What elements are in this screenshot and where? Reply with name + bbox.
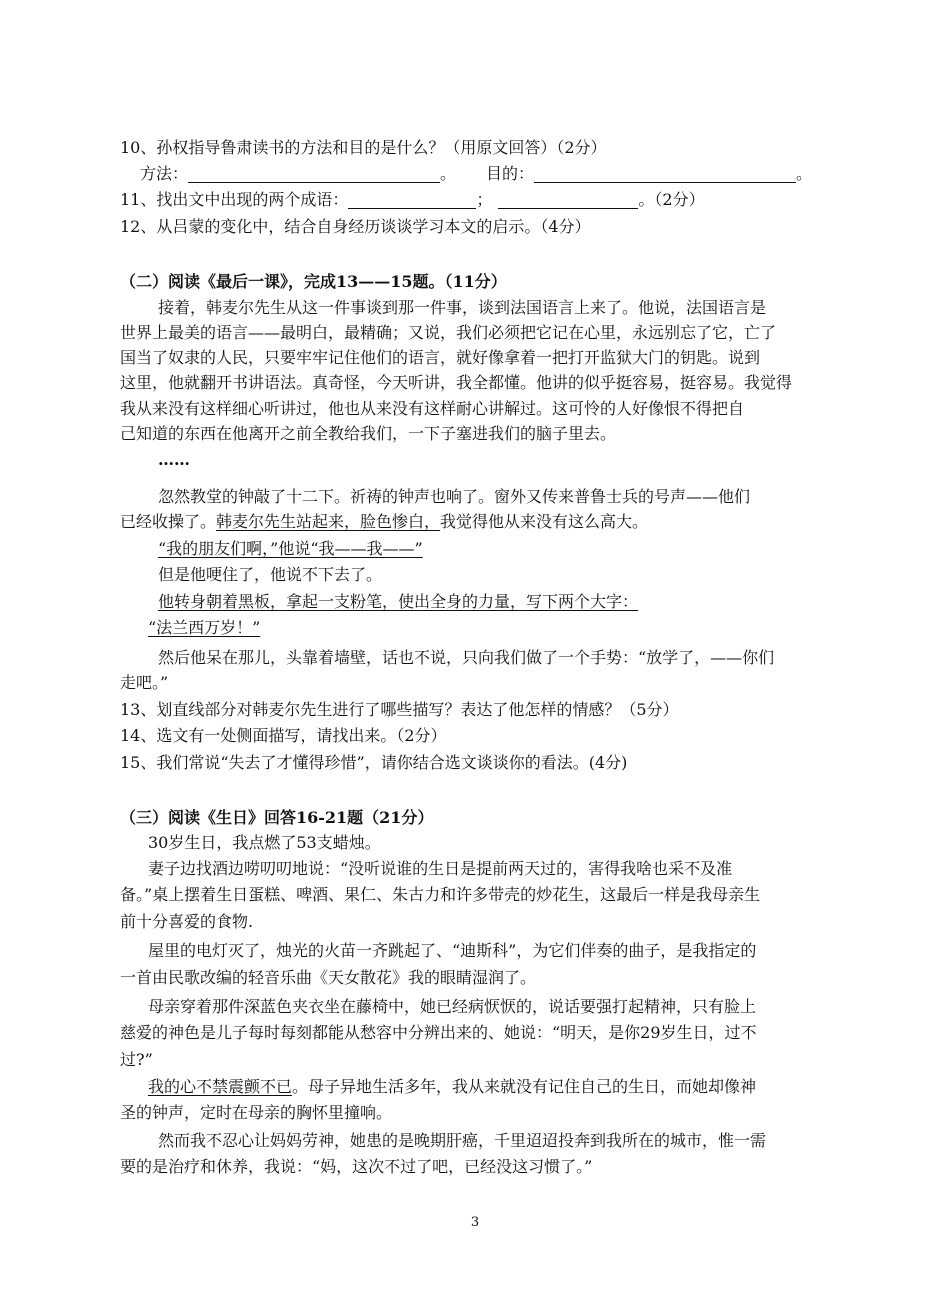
question-13: 13、划直线部分对韩麦尔先生进行了哪些描写？表达了他怎样的情感？（5分） [120,700,679,719]
s3-paragraph-3-line-2: 一首由民歌改编的轻音乐曲《天女散花》我的眼睛湿润了。 [120,968,537,987]
s3-paragraph-2-line-1: 妻子边找酒边唠叨叨地说：“没听说谁的生日是提前两天过的，害得我啥也采不及准 [148,859,733,878]
s3-paragraph-2-line-2: 备。”桌上摆着生日蛋糕、啤酒、果仁、朱古力和许多带壳的炒花生，这最后一样是我母亲生 [120,885,761,904]
s3-paragraph-6-line-1: 然而我不忍心让妈妈劳神，她患的是晚期肝癌，千里迢迢投奔到我所在的城市，惟一需 [158,1131,767,1150]
s3-paragraph-5-line-1 [148,1075,864,1099]
question-11-text: 11、找出文中出现的两个成语： [120,190,349,209]
s2-paragraph-1-line-6: 己知道的东西在他离开之前全教给我们，一下子塞进我们的脑子里去。 [120,424,617,443]
s2-paragraph-7-line-2: 走吧。” [120,673,169,692]
question-10-answer-line [140,162,856,186]
purpose-label: 目的： [486,164,535,183]
s3-paragraph-4-line-2: 慈爱的神色是儿子每时每刻都能从愁容中分辨出来的、她说：“明天，是你29岁生日，过不 [120,1023,757,1042]
s2-paragraph-1-line-1: 接着，韩麦尔先生从这一件事谈到那一件事，谈到法国语言上来了。他说，法国语言是 [158,298,767,317]
s3-paragraph-2-line-3: 前十分喜爱的食物. [120,912,254,931]
s3-paragraph-4-line-3: 过?” [120,1050,153,1069]
purpose-period: 。 [796,164,813,183]
s2-paragraph-1-line-2: 世界上最美的语言——最明白，最精确；又说，我们必须把它记在心里，永远别忘了它，亡了 [120,323,777,342]
idiom-blank-1[interactable] [348,190,476,209]
s2-paragraph-1-line-4: 这里，他就翻开书讲语法。真奇怪，今天听讲，我全都懂。他讲的似乎挺容易，挺容易。我觉得 [120,373,793,392]
question-15: 15、我们常说“失去了才懂得珍惜”，请你结合选文谈谈你的看法。(4分) [120,753,628,772]
s3-paragraph-1: 30岁生日，我点燃了53支蜡烛。 [148,833,381,852]
method-label: 方法： [140,164,189,183]
s3-paragraph-5-line-2: 圣的钟声，定时在母亲的胸怀里撞响。 [120,1103,393,1122]
s2-paragraph-5 [158,590,874,614]
s2-underlined-words: “法兰西万岁！” [148,618,261,637]
question-11-score: 。（2分） [638,190,705,209]
s2-underlined-action: 他转身朝着黑板，拿起一支粉笔，使出全身的力量，写下两个大字： [158,592,639,611]
s2-p2-text-a: 已经收操了。 [120,512,217,531]
s2-paragraph-2-line-1: 忽然教堂的钟敲了十二下。祈祷的钟声也响了。窗外又传来普鲁士兵的号声——他们 [158,487,751,506]
s2-paragraph-1-line-5: 我从来没有这样细心听讲过，他也从来没有这样耐心讲解过。这可怜的人好像恨不得把自 [120,399,745,418]
question-11 [120,188,836,212]
s2-paragraph-6 [148,616,864,640]
question-10: 10、孙权指导鲁肃读书的方法和目的是什么？（用原文回答）（2分） [120,138,607,157]
question-11-semicolon: ； [476,190,493,209]
s2-paragraph-4: 但是他哽住了，他说不下去了。 [158,565,383,584]
s2-underlined-description-1: 韩麦尔先生站起来，脸色惨白， [216,512,441,531]
section-3-title: （三）阅读《生日》回答16-21题（21分） [120,808,434,827]
s3-p5-text: 。母子异地生活多年，我从来就没有记住自己的生日，而她却像神 [292,1077,757,1096]
s3-paragraph-4-line-1: 母亲穿着那件深蓝色夹衣坐在藤椅中，她已经病恹恹的，说话要强打起精神，只有脸上 [148,997,757,1016]
method-answer-blank[interactable] [188,164,440,183]
s2-paragraph-1-line-3: 国当了奴隶的人民，只要牢牢记住他们的语言，就好像拿着一把打开监狱大门的钥匙。说到 [120,348,761,367]
s2-paragraph-3 [158,537,874,561]
s3-underlined-sentence: 我的心不禁震颤不已 [148,1077,293,1096]
s2-paragraph-2-line-2 [120,510,836,534]
section-2-title: （二）阅读《最后一课》，完成13——15题。（11分） [120,272,507,291]
page-number: 3 [470,1215,480,1230]
s3-paragraph-3-line-1: 屋里的电灯灭了，烛光的火苗一齐跳起了、“迪斯科”，为它们伴奏的曲子，是我指定的 [148,941,757,960]
s2-ellipsis: …… [158,450,190,469]
purpose-answer-blank[interactable] [534,164,796,183]
method-period: 。 [440,164,457,183]
s2-underlined-speech: “我的朋友们啊，”他说“我——我——” [158,539,423,558]
idiom-blank-2[interactable] [498,190,638,209]
question-14: 14、选文有一处侧面描写，请找出来。（2分） [120,726,447,745]
s2-paragraph-7-line-1: 然后他呆在那儿，头靠着墙壁，话也不说，只向我们做了一个手势：“放学了，——你们 [158,648,775,667]
s3-paragraph-6-line-2: 要的是治疗和休养，我说：“妈，这次不过了吧，已经没这习惯了。” [120,1157,593,1176]
s2-p2-text-b: 我觉得他从来没有这么高大。 [440,512,649,531]
question-12: 12、从吕蒙的变化中，结合自身经历谈谈学习本文的启示。（4分） [120,217,591,236]
